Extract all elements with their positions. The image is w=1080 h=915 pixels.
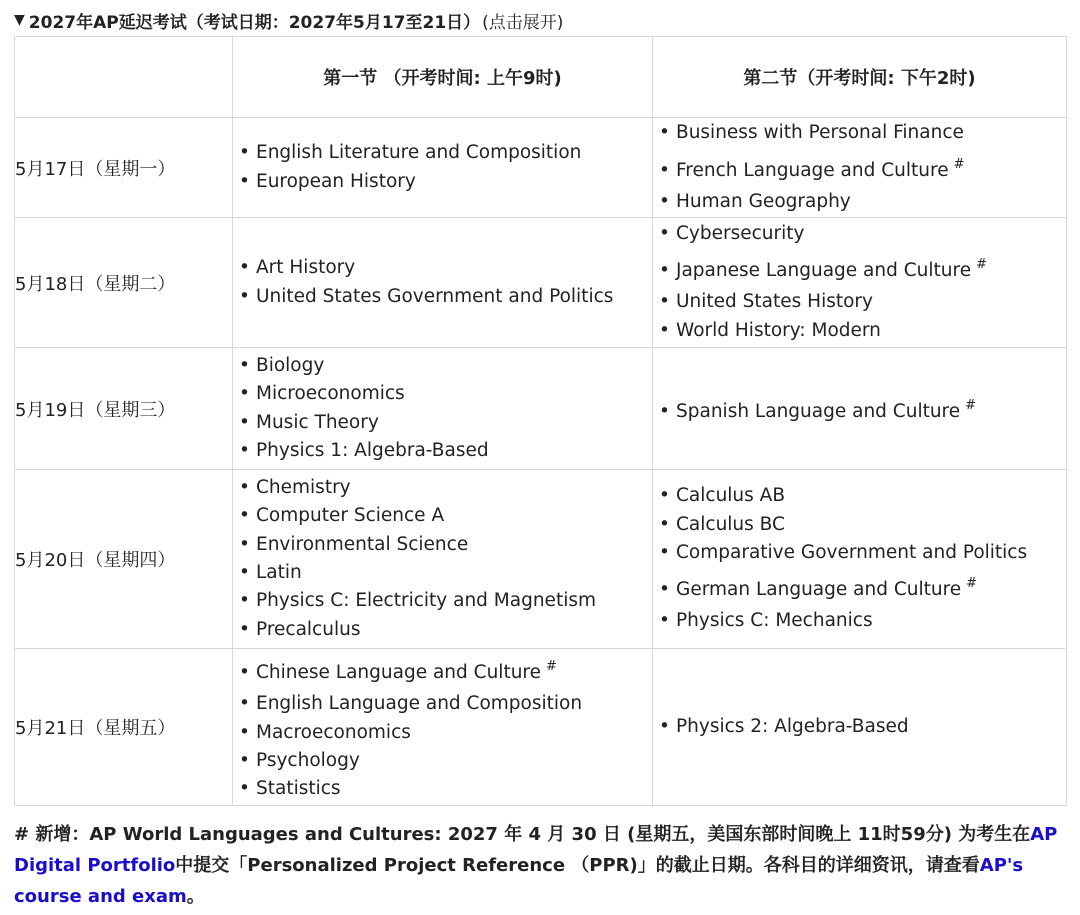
list-item — [239, 139, 646, 167]
footnote — [14, 819, 1070, 912]
morning-list — [233, 650, 652, 803]
list-item — [659, 288, 1060, 316]
list-item — [659, 511, 1060, 539]
subject-name: German Language and Culture — [676, 579, 962, 601]
bullet-icon: • — [659, 190, 670, 212]
subject-name: Business with Personal Finance — [676, 122, 964, 144]
subject-name: Microeconomics — [256, 383, 405, 405]
row-date: 5月20日（星期四） — [15, 470, 233, 649]
subject-name: Cybersecurity — [676, 223, 805, 245]
subject-name: Chemistry — [256, 477, 351, 499]
list-item — [239, 502, 646, 530]
new-subject-mark: # — [965, 397, 977, 413]
bullet-icon: • — [239, 170, 250, 192]
subject-name: Chinese Language and Culture — [256, 662, 541, 684]
subject-name: French Language and Culture — [676, 159, 949, 181]
subject-name: Spanish Language and Culture — [676, 400, 961, 422]
bullet-icon: • — [659, 400, 670, 422]
row-date: 5月17日（星期一） — [15, 118, 233, 218]
list-item — [659, 317, 1060, 345]
subject-name: Comparative Government and Politics — [676, 542, 1028, 563]
header-session-1: 第一节 （开考时间: 上午9时) — [233, 37, 653, 118]
bullet-icon: • — [659, 579, 670, 601]
list-item — [239, 747, 646, 775]
header-session-2: 第二节（开考时间: 下午2时) — [653, 37, 1067, 118]
new-subject-mark: # — [966, 576, 978, 592]
subject-name: European History — [256, 170, 416, 192]
list-item — [239, 168, 646, 196]
ap-course-and-exam-link[interactable]: AP's course and exam — [14, 855, 1024, 907]
list-item — [659, 389, 1060, 429]
list-item — [659, 188, 1060, 216]
subject-name: Music Theory — [256, 411, 379, 433]
bullet-icon: • — [659, 715, 670, 737]
morning-list — [233, 474, 652, 644]
bullet-icon: • — [239, 618, 250, 640]
afternoon-cell — [653, 649, 1067, 806]
bullet-icon: • — [239, 721, 250, 743]
new-subject-mark: # — [953, 156, 965, 172]
triangle-down-icon: ▼ — [14, 12, 25, 28]
list-item — [239, 587, 646, 615]
morning-cell — [233, 218, 653, 348]
bullet-icon: • — [659, 159, 670, 181]
list-item — [239, 531, 646, 559]
afternoon-list — [653, 220, 1066, 345]
bullet-icon: • — [239, 662, 250, 684]
footnote-text-2: 中提交「Personalized Project Reference （PPR)」的截止日期。各科目的详细资讯，请查看 — [175, 855, 980, 876]
subject-name: Macroeconomics — [256, 721, 411, 743]
table-row — [15, 348, 1067, 470]
footnote-text-3: 。 — [186, 886, 205, 907]
subject-name: Human Geography — [676, 190, 851, 212]
list-item — [239, 616, 646, 644]
bullet-icon: • — [659, 291, 670, 313]
bullet-icon: • — [239, 439, 250, 461]
subject-name: Biology — [256, 354, 325, 376]
schedule-toggle[interactable] — [14, 6, 563, 34]
table-row — [15, 649, 1067, 806]
bullet-icon: • — [239, 693, 250, 715]
list-item — [239, 380, 646, 408]
bullet-icon: • — [239, 562, 250, 583]
table-header-row — [15, 37, 1067, 118]
afternoon-list — [653, 482, 1066, 635]
new-subject-mark: # — [976, 257, 987, 273]
afternoon-cell — [653, 348, 1067, 470]
bullet-icon: • — [239, 285, 250, 307]
subject-name: Latin — [256, 562, 302, 583]
list-item — [239, 775, 646, 803]
list-item — [659, 539, 1060, 567]
bullet-icon: • — [239, 257, 250, 279]
footnote-text-1: # 新增：AP World Languages and Cultures: 2027 年 4 月 30 日 (星期五，美国东部时间晚上 11时59分) 为考生在 — [14, 824, 1031, 845]
subject-name: English Literature and Composition — [256, 142, 582, 164]
bullet-icon: • — [239, 505, 250, 527]
bullet-icon: • — [659, 260, 670, 282]
subject-name: Environmental Science — [256, 533, 469, 555]
subject-name: Calculus BC — [676, 513, 785, 535]
bullet-icon: • — [659, 610, 670, 632]
bullet-icon: • — [659, 542, 670, 563]
header-date — [15, 37, 233, 118]
afternoon-cell — [653, 118, 1067, 218]
bullet-icon: • — [239, 533, 250, 555]
morning-list — [233, 352, 652, 465]
morning-cell — [233, 118, 653, 218]
bullet-icon: • — [659, 513, 670, 535]
list-item — [239, 719, 646, 747]
bullet-icon: • — [659, 122, 670, 144]
table-row — [15, 470, 1067, 649]
bullet-icon: • — [239, 750, 250, 771]
afternoon-list — [653, 713, 1066, 741]
subject-name: Precalculus — [256, 618, 361, 640]
list-item — [239, 254, 646, 282]
bullet-icon: • — [239, 383, 250, 405]
list-item — [239, 437, 646, 465]
list-item — [659, 248, 1060, 288]
bullet-icon: • — [239, 411, 250, 433]
subject-name: Physics C: Electricity and Magnetism — [256, 590, 596, 612]
list-item — [659, 148, 1060, 188]
afternoon-list — [653, 119, 1066, 216]
afternoon-list — [653, 389, 1066, 429]
bullet-icon: • — [659, 485, 670, 507]
subject-name: Physics 1: Algebra-Based — [256, 439, 489, 461]
subject-name: Computer Science A — [256, 505, 445, 527]
subject-name: Statistics — [256, 778, 341, 800]
bullet-icon: • — [239, 590, 250, 612]
bullet-icon: • — [239, 142, 250, 164]
subject-name: Japanese Language and Culture — [676, 260, 972, 282]
subject-name: Psychology — [256, 750, 360, 771]
subject-name: Physics C: Mechanics — [676, 610, 873, 632]
subject-name: Calculus AB — [676, 485, 786, 507]
afternoon-cell — [653, 470, 1067, 649]
row-date: 5月19日（星期三） — [15, 348, 233, 470]
morning-cell — [233, 649, 653, 806]
ap-digital-portfolio-link[interactable]: AP Digital Portfolio — [14, 824, 1058, 876]
bullet-icon: • — [659, 319, 670, 341]
bullet-icon: • — [239, 778, 250, 800]
list-item — [659, 119, 1060, 147]
toggle-hint: (点击展开) — [482, 12, 564, 33]
subject-name: United States History — [676, 291, 873, 313]
table-row — [15, 118, 1067, 218]
subject-name: English Language and Composition — [256, 693, 583, 715]
row-date: 5月18日（星期二） — [15, 218, 233, 348]
morning-cell — [233, 348, 653, 470]
list-item — [239, 474, 646, 502]
table-row — [15, 218, 1067, 348]
morning-list — [233, 254, 652, 311]
row-date: 5月21日（星期五） — [15, 649, 233, 806]
bullet-icon: • — [659, 223, 670, 245]
list-item — [659, 607, 1060, 635]
list-item — [239, 409, 646, 437]
list-item — [659, 482, 1060, 510]
list-item — [239, 352, 646, 380]
subject-name: World History: Modern — [676, 319, 881, 341]
list-item — [239, 650, 646, 690]
subject-name: United States Government and Politics — [256, 285, 614, 307]
bullet-icon: • — [239, 354, 250, 376]
exam-schedule-table — [14, 36, 1067, 806]
list-item — [239, 283, 646, 311]
morning-list — [233, 139, 652, 196]
list-item — [659, 220, 1060, 248]
toggle-title: 2027年AP延迟考试（考试日期：2027年5月17至21日） — [28, 12, 481, 33]
list-item — [239, 559, 646, 587]
new-subject-mark: # — [546, 659, 557, 675]
afternoon-cell — [653, 218, 1067, 348]
list-item — [239, 690, 646, 718]
list-item — [659, 713, 1060, 741]
subject-name: Art History — [256, 257, 356, 279]
subject-name: Physics 2: Algebra-Based — [676, 715, 909, 737]
morning-cell — [233, 470, 653, 649]
bullet-icon: • — [239, 477, 250, 499]
list-item — [659, 567, 1060, 607]
